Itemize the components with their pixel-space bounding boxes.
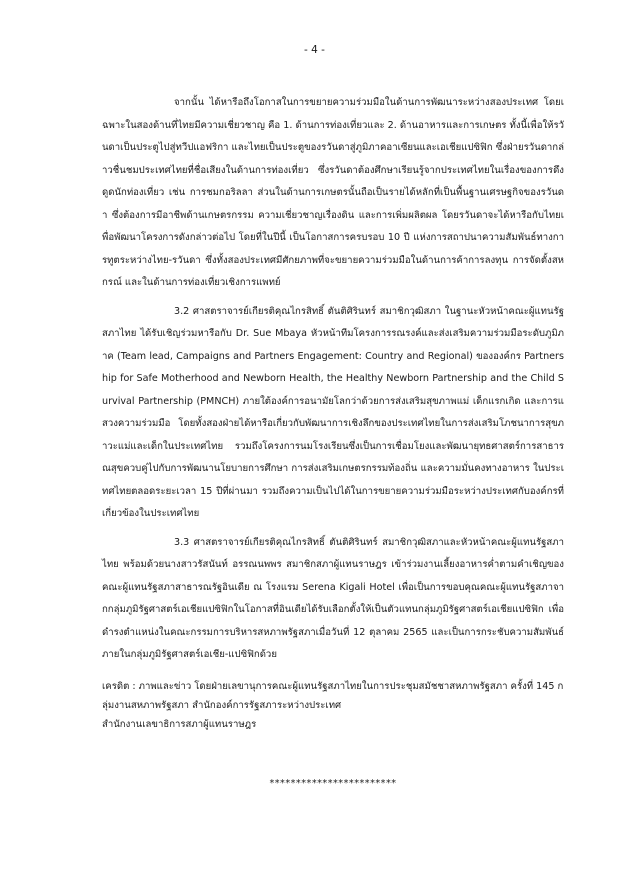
page-number: - 4 -	[304, 44, 325, 56]
credit-office: สำนักงานเลขาธิการสภาผู้แทนราษฎร	[102, 718, 257, 730]
document-body	[102, 92, 564, 789]
credit-line: เครดิต : ภาพและข่าว โดยฝ่ายเลขานุการคณะผู้แทนรัฐสภาไทยในการประชุมสมัชชาสหภาพรัฐสภา ครั้งที่ 145 กลุ่มงานสหภาพรัฐสภา สำนักองค์การรัฐสภาระหว่างประเทศ	[102, 680, 564, 711]
paragraph-pmnch-meeting: 3.2 ศาสตราจารย์เกียรติคุณไกรสิทธิ์ ตันติศิรินทร์ สมาชิกวุฒิสภา ในฐานะหัวหน้าคณะผู้แทนรัฐสภาไทย ได้รับเชิญร่วมหารือกับ Dr. Sue Mbaya หัวหน้าทีมโครงการรณรงค์และส่งเสริมความร่วมมือระดับภูมิภาค (Team lead, Campaigns and Partners Engagement: Country and Regional) ขององค์กร Partnership for Safe Motherhood and Newborn Health, the Healthy Newborn Partnership and the Child Survival Partnership (PMNCH) ภายใต้องค์การอนามัยโลกว่าด้วยการส่งเสริมสุขภาพแม่ เด็กแรกเกิด และการแสวงความร่วมมือ โดยทั้งสองฝ่ายได้หารือเกี่ยวกับพัฒนาการเชิงลึกของประเทศไทยในการส่งเสริมโภชนาการสุขภาวะแม่และเด็กในประเทศไทย รวมถึงโครงการนมโรงเรียนซึ่งเป็นการเชื่อมโยงและพัฒนายุทธศาสตร์การสาธารณสุขควบคู่ไปกับการพัฒนานโยบายการศึกษา การส่งเสริมเกษตรกรรมท้องถิ่น และความมั่นคงทางอาหาร ในประเทศไทยตลอดระยะเวลา 15 ปีที่ผ่านมา รวมถึงความเป็นไปได้ในการขยายความร่วมมือระหว่างประเทศกับองค์กรที่เกี่ยวข้องในประเทศไทย	[102, 305, 564, 519]
end-separator: ************************	[269, 777, 397, 789]
paragraph-development-cooperation: จากนั้น ได้หารือถึงโอกาสในการขยายความร่วมมือในด้านการพัฒนาระหว่างสองประเทศ โดยเฉพาะในสองด้านที่ไทยมีความเชี่ยวชาญ คือ 1. ด้านการท่องเที่ยวและ 2. ด้านอาหารและการเกษตร ทั้งนี้เพื่อให้รวันดาเป็นประตูไปสู่ทวีปแอฟริกา และไทยเป็นประตูของรวันดาสู่ภูมิภาคอาเซียนและเอเชียแปซิฟิก ซึ่งฝ่ายรวันดากล่าวชื่นชมประเทศไทยที่ชื่อเสียงในด้านการท่องเที่ยว ซึ่งรวันดาต้องศึกษาเรียนรู้จากประเทศไทยในเรื่องของการดึงดูดนักท่องเที่ยว เช่น การชมกอริลลา ส่วนในด้านการเกษตรนั้นถือเป็นรายได้หลักที่เป็นพื้นฐานเศรษฐกิจของรวันดา ซึ่งต้องการมีอาชีพด้านเกษตรกรรม ความเชี่ยวชาญเรื่องดิน และการเพิ่มผลิตผล โดยรวันดาจะได้หารือกับไทยเพื่อพัฒนาโครงการดังกล่าวต่อไป โดยที่ในปีนี้ เป็นโอกาสการครบรอบ 10 ปี แห่งการสถาปนาความสัมพันธ์ทางการทูตระหว่างไทย-รวันดา ซึ่งทั้งสองประเทศมีศักยภาพที่จะขยายความร่วมมือในด้านการค้าการลงทุน การจัดตั้งสหกรณ์ และในด้านการท่องเที่ยวเชิงการแพทย์	[102, 97, 564, 288]
paragraph-india-dinner: 3.3 ศาสตราจารย์เกียรติคุณไกรสิทธิ์ ตันติศิรินทร์ สมาชิกวุฒิสภาและหัวหน้าคณะผู้แทนรัฐสภาไทย พร้อมด้วยนางสาวรัสนันท์ อรรณนพพร สมาชิกสภาผู้แทนราษฎร เข้าร่วมงานเลี้ยงอาหารค่ำตามคำเชิญของคณะผู้แทนรัฐสภาสาธารณรัฐอินเดีย ณ โรงแรม Serena Kigali Hotel เพื่อเป็นการขอบคุณคณะผู้แทนรัฐสภาจากกลุ่มภูมิรัฐศาสตร์เอเชียแปซิฟิกในโอกาสที่อินเดียได้รับเลือกตั้งให้เป็นตัวแทนกลุ่มภูมิรัฐศาสตร์เอเชียแปซิฟิก เพื่อดำรงตำแหน่งในคณะกรรมการบริหารสหภาพรัฐสภาเมื่อวันที่ 12 ตุลาคม 2565 และเป็นการกระชับความสัมพันธ์ภายในกลุ่มภูมิรัฐศาสตร์เอเชีย-แปซิฟิกด้วย	[102, 536, 564, 660]
credit-block	[102, 677, 564, 734]
